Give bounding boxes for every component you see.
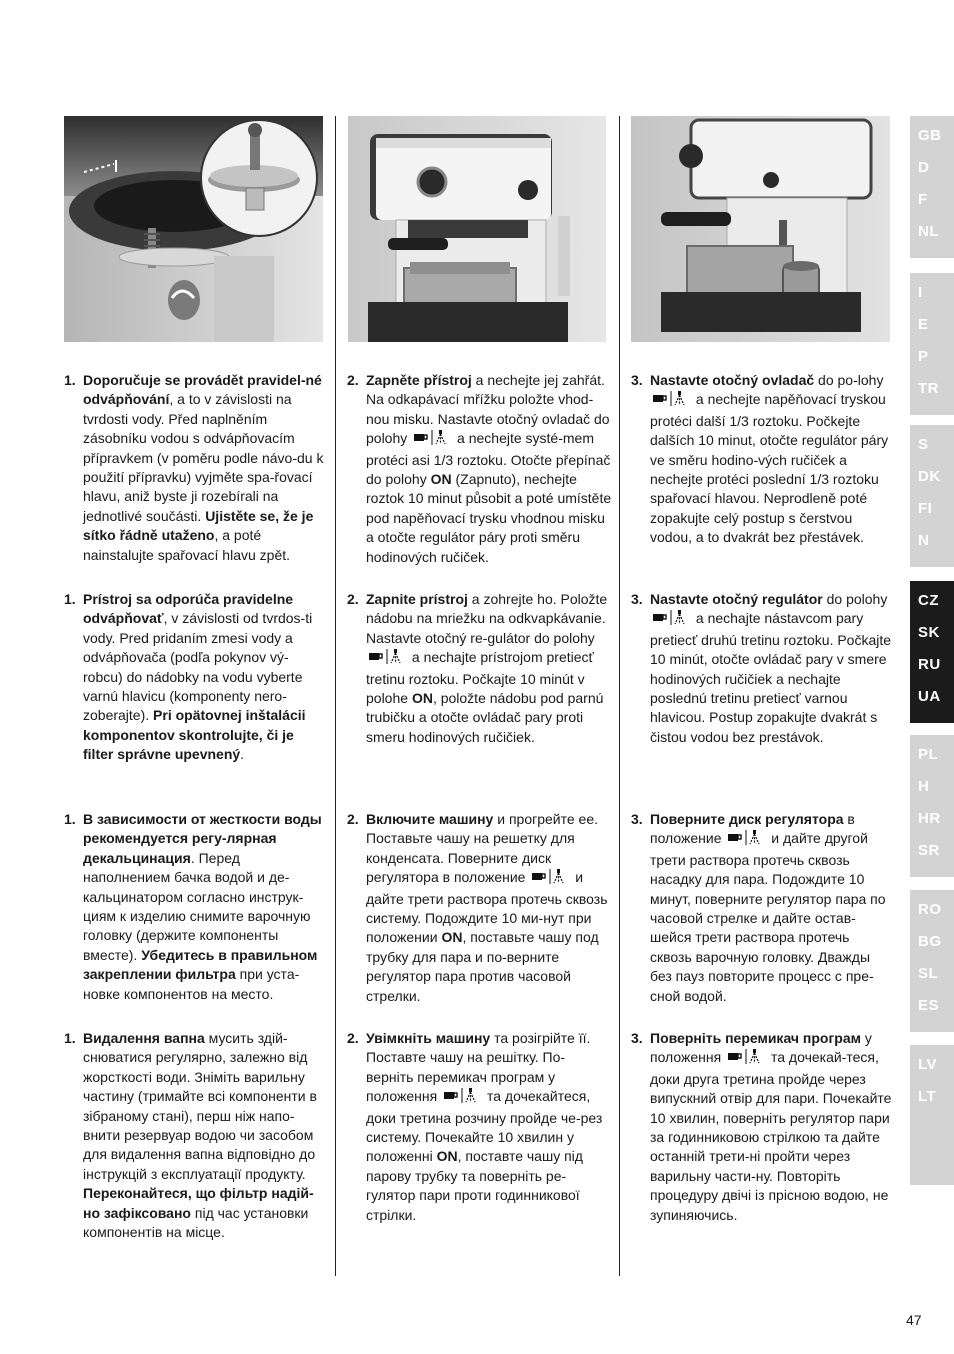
cz-step-3: 3. Nastavte otočný ovladač do po-lohy a nechejte napěňovací tryskou protéci další 1/3 roztoku. Počkejte dalších 10 minut, otočte regulátor páry ve směru hodino-vých ručiček a nechejte protéci poslední 1/3 roztoku spařovací hlavou. Neprodleně poté zopakujte celý postup s čerstvou vodou, a to dvakrát bez přestávek.	[631, 372, 889, 546]
step-bold-text: Prístroj sa odporúča pravidelne odvápňovať	[83, 591, 294, 627]
step-bold-text: Увімкніть машину	[366, 1030, 491, 1046]
step-bold-text: Ujistěte se, že je sítko řádně utaženo	[83, 507, 314, 544]
step-bold-text: ON	[411, 690, 433, 707]
lang-tab-group-3[interactable]	[910, 425, 954, 567]
sk-step-2: 2. Zapnite prístroj a zohrejte ho. Položte nádobu na mriežku na odkvapkávanie. Nastavte otočný re-gulátor do polohy a nechajte prístrojom pretiecť tretinu roztoku. Počkajte 10 minút v polohe ON, položte nádobu pod parnú trubičku a otočte ovládač pary proti smeru hodinových ručičiek.	[347, 591, 608, 745]
step-bold-text: Переконайтеся, що фільтр надій-но зафіксовано	[83, 1185, 314, 1221]
step-number: 2.	[347, 811, 359, 827]
column-rule-1	[335, 116, 336, 1276]
lang-code: ES	[918, 997, 940, 1014]
lang-tab-group-6[interactable]	[910, 890, 954, 1032]
lang-code: SR	[918, 842, 940, 859]
cz-step-1: 1. Doporučuje se provádět pravidel-né odvápňování, a to v závislosti na tvrdosti vody. Před naplněním zásobníku vodou s odvápňovacím přípravkem (v poměru podle návo-du k použití přípravku) vyjměte spa-řovací hlavu, aniž byste ji rozebírali na jednotlivé součásti. Ujistěte se, že je sítko řádně utaženo, a poté nainstalujte spařovací hlavu zpět.	[64, 372, 324, 563]
step-number: 1.	[64, 591, 76, 607]
step-bold-text: Поверните диск регулятора	[650, 811, 844, 827]
lang-code: I	[918, 284, 923, 301]
page-number: 47	[906, 1312, 922, 1328]
step-bold-text: Поверніть перемикач програм	[650, 1030, 861, 1046]
step-bold-text: ON	[441, 929, 463, 946]
sk-step-1: 1. Prístroj sa odporúča pravidelne odvápňovať, v závislosti od tvrdos-ti vody. Pred pridaním zmesi vody a odvápňovača (podľa pokynov vý-robcu) do nádobky na vodu vyberte varnú hlavicu (komponenty nero-zoberajte). Pri opätovnej inštalácii komponentov skontrolujte, či je filter správne upevnený.	[64, 591, 313, 763]
lang-code: SK	[918, 624, 940, 641]
lang-code: F	[918, 191, 928, 208]
step-number: 1.	[64, 372, 76, 388]
cup-steam-icon	[368, 649, 406, 669]
cup-steam-icon	[531, 869, 569, 889]
step-number: 1.	[64, 811, 76, 827]
lang-code: P	[918, 348, 929, 365]
cz-step-2: 2. Zapněte přístroj a nechejte jej zahřát. Na odkapávací mřížku položte vhod-nou misku. Nastavte otočný ovladač do polohy a nechejte systé-mem protéci asi 1/3 roztoku. Otočte přepínač do polohy ON (Zapnuto), nechejte roztok 10 minut působit a poté umístěte pod napěňovací trysku vhodnou misku a otočte regulátor páry proti směru hodinových ručiček.	[347, 372, 612, 565]
step-bold-text: Видалення вапна	[83, 1030, 205, 1046]
photo-brew-head	[64, 116, 323, 342]
step-bold-text: Включите машину	[366, 811, 494, 827]
lang-code: RO	[918, 901, 942, 918]
step-bold-text: Nastavte otočný ovladač	[650, 372, 815, 388]
step-number: 3.	[631, 811, 643, 827]
lang-code: BG	[918, 933, 942, 950]
lang-tab-group-5[interactable]	[910, 735, 954, 877]
cup-steam-icon	[443, 1088, 481, 1108]
lang-code: SL	[918, 965, 939, 982]
cup-steam-icon	[652, 391, 690, 411]
step-number: 3.	[631, 591, 643, 607]
cup-steam-icon	[727, 830, 765, 850]
ua-step-1: 1. Видалення вапна мусить здій-снюватися регулярно, залежно від жорсткості води. Зніміть варильну частину (тримайте всі компоненти в зібраному стані), перш ніж напо-внити резервуар водою чи засобом для видалення вапна відповідно до інструкцій з експлуатації продукту. Переконайтеся, що фільтр надій-но зафіксовано під час установки компонентів на місце.	[64, 1030, 317, 1241]
step-bold-text: Убедитесь в правильном закреплении фильтра	[83, 946, 318, 983]
column-rule-2	[619, 116, 620, 1276]
lang-code: D	[918, 159, 930, 176]
sk-step-3: 3. Nastavte otočný regulátor do polohy a nechajte nástavcom pary pretiecť druhú tretinu roztoku. Počkajte 10 minút, otočte ovládač pary v smere hodinových ručičiek a nechajte poslednú tretinu pretiecť varnou hlavicou. Postup zopakujte dvakrát s čistou vodou bez prestávok.	[631, 591, 892, 745]
step-bold-text: В зависимости от жесткости воды рекомендуется регу-лярная декальцинация	[83, 811, 322, 866]
cup-steam-icon	[413, 430, 451, 450]
ru-step-3: 3. Поверните диск регулятора в положение и дайте другой трети раствора протечь сквозь насадку для пара. Подождите 10 минут, поверните регулятор пара по часовой стрелке и дайте остав-шейся трети раствора протечь сквозь варочную головку. Дважды без пауз повторите процесс с пре-сной водой.	[631, 811, 886, 1004]
lang-code: H	[918, 778, 930, 795]
lang-code: S	[918, 436, 929, 453]
ru-step-2: 2. Включите машину и прогрейте ее. Поставьте чашу на решетку для конденсата. Поверните диск регулятора в положение и дайте трети раствора протечь сквозь систему. Подождите 10 ми-нут при положении ON, поставьте чашу под трубку для пара и по-верните регулятор пара против часовой стрелки.	[347, 811, 608, 1004]
lang-code: FI	[918, 500, 933, 517]
lang-code: UA	[918, 688, 941, 705]
cup-steam-icon	[652, 610, 690, 630]
step-number: 3.	[631, 372, 643, 388]
lang-code: E	[918, 316, 929, 333]
lang-tab-group-4-active[interactable]	[910, 581, 954, 723]
ua-step-3: 3. Поверніть перемикач програм у положення та дочекай-теся, доки друга третина пройде через випускний отвір для пари. Почекайте 10 хвилин, поверніть регулятор пари за годинниковою стрілкою та дайте останній трети-ні пройти через варильну части-ну. Повторіть процедуру двічі із прісною водою, не зупиняючись.	[631, 1030, 892, 1223]
lang-tab-group-7[interactable]	[910, 1045, 954, 1185]
step-bold-text: Zapnite prístroj	[366, 591, 468, 607]
lang-tab-group-1[interactable]	[910, 116, 954, 258]
step-bold-text: Pri opätovnej inštalácii komponentov skontrolujte, či je filter správne upevnený	[83, 707, 306, 763]
cup-steam-icon	[727, 1049, 765, 1069]
step-bold-text: Zapněte přístroj	[366, 372, 472, 388]
step-bold-text: ON	[430, 471, 452, 488]
photo-machine-steam	[631, 116, 890, 342]
lang-code: LV	[918, 1056, 938, 1073]
lang-code: RU	[918, 656, 941, 673]
ru-step-1: 1. В зависимости от жесткости воды рекомендуется регу-лярная декальцинация. Перед наполнением бачка водой и де-кальцинатором согласно инструк-циям к изделию снимите варочную головку (держите компоненты вместе). Убедитесь в правильном закреплении фильтра при уста-новке компонентов на место.	[64, 811, 322, 1002]
lang-code: LT	[918, 1088, 937, 1105]
lang-tab-group-2[interactable]	[910, 273, 954, 415]
lang-code: PL	[918, 746, 939, 763]
step-bold-text: ON	[436, 1148, 458, 1165]
step-number: 2.	[347, 591, 359, 607]
step-number: 2.	[347, 1030, 359, 1046]
lang-code: GB	[918, 127, 942, 144]
step-number: 1.	[64, 1030, 76, 1046]
lang-code: NL	[918, 223, 939, 240]
step-number: 3.	[631, 1030, 643, 1046]
step-bold-text: Nastavte otočný regulátor	[650, 591, 823, 607]
step-number: 2.	[347, 372, 359, 388]
photo-machine-tray	[348, 116, 606, 342]
lang-code: CZ	[918, 592, 939, 609]
lang-code: N	[918, 532, 930, 549]
step-bold-text: Doporučuje se provádět pravidel-né odvápňování	[83, 372, 322, 408]
ua-step-2: 2. Увімкніть машину та розігрійте її. Поставте чашу на решітку. По-верніть перемикач програм у положення та дочекайтеся, доки третина розчину пройде че-рез систему. Почекайте 10 хвилин у положенні ON, поставте чашу під парову трубку та поверніть ре-гулятор пари проти годинникової стрілки.	[347, 1030, 603, 1223]
lang-code: HR	[918, 810, 941, 827]
lang-code: TR	[918, 380, 939, 397]
lang-code: DK	[918, 468, 941, 485]
